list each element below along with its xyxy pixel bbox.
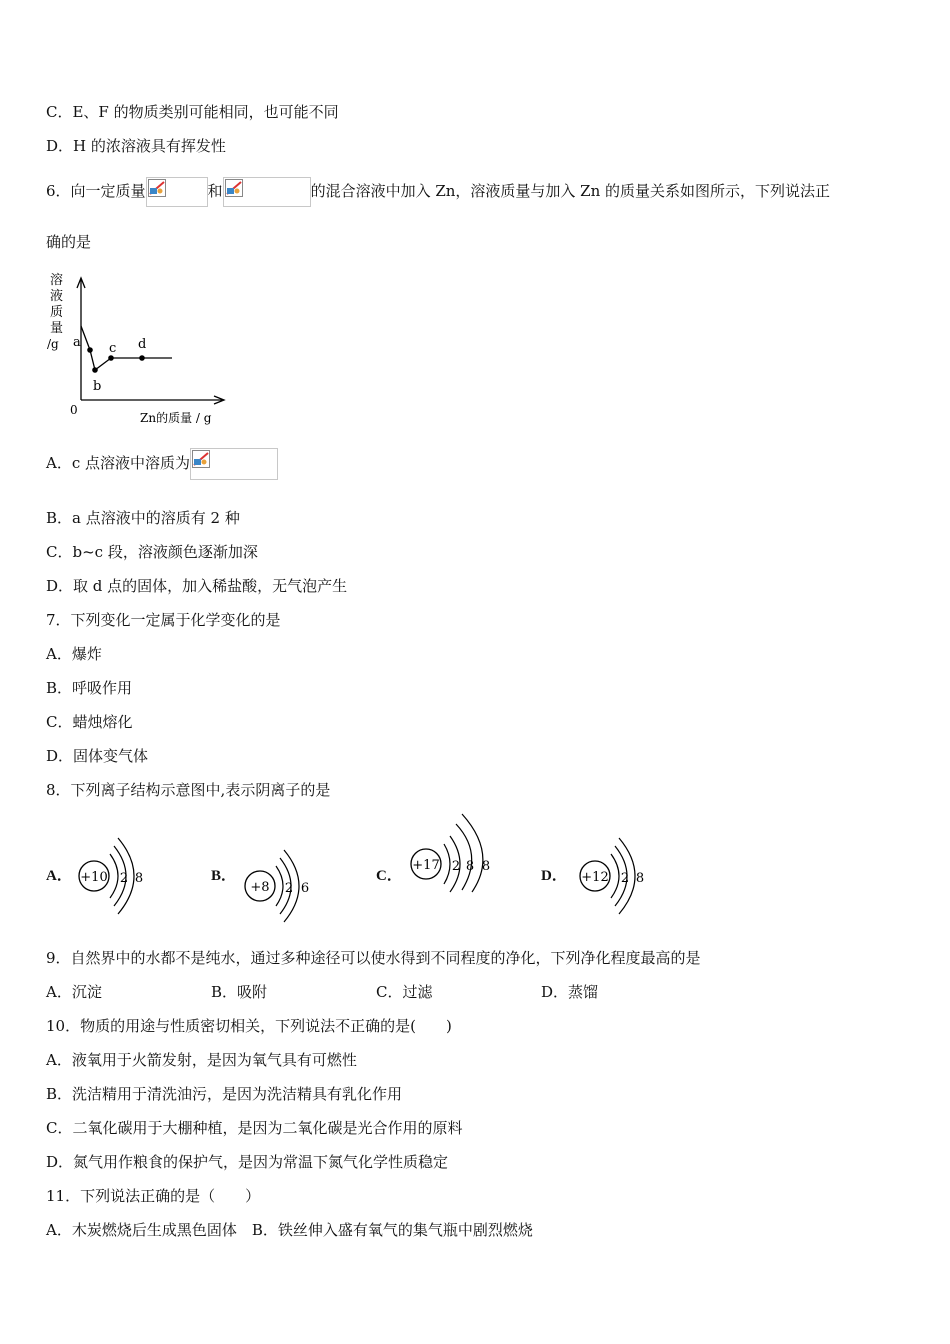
graph-curve (81, 326, 172, 370)
q6-option-c: C．b~c 段，溶液颜色逐渐加深 (46, 543, 258, 561)
q8-option-b-letter: B． (211, 868, 237, 884)
shell-electron-count: 2 (620, 871, 630, 886)
q10-stem: 10．物质的用途与性质密切相关，下列说法不正确的是( ) (46, 1017, 452, 1035)
q9-option-c: C．过滤 (376, 983, 433, 1001)
graph-point-b (92, 367, 98, 373)
q8-stem: 8．下列离子结构示意图中,表示阴离子的是 (46, 781, 331, 799)
graph-ylabel-char: 质 (50, 305, 64, 320)
q8-option-a-ion-diagram (74, 832, 154, 918)
nucleus-charge: +17 (412, 858, 440, 873)
graph-ylabel-char: 液 (50, 289, 64, 304)
q9-option-b: B．吸附 (211, 983, 268, 1001)
shell-electron-count: 8 (635, 871, 645, 886)
graph-xlabel: Zn的质量 / g (140, 411, 212, 425)
graph-origin-label: 0 (70, 403, 78, 417)
q6-option-d: D．取 d 点的固体，加入稀盐酸，无气泡产生 (46, 577, 348, 595)
q5-option-d: D．H 的浓溶液具有挥发性 (46, 137, 226, 155)
q8-option-c-ion-diagram (406, 810, 502, 894)
graph-ylabel-char: 溶 (50, 273, 64, 288)
shell-electron-count: 2 (284, 881, 294, 896)
nucleus-charge: +10 (80, 870, 108, 885)
graph-label-a: a (73, 335, 81, 350)
q6-solution-mass-graph (44, 268, 244, 433)
q9-option-a: A．沉淀 (46, 983, 102, 1001)
q8-option-a-letter: A． (46, 868, 72, 884)
graph-ylabel-char: 量 (50, 321, 64, 336)
shell-electron-count: 8 (134, 871, 144, 886)
q8-option-c-letter: C． (376, 868, 402, 884)
q8-option-d-letter: D． (541, 868, 567, 884)
q6-option-a (46, 446, 278, 480)
shell-electron-count: 2 (119, 871, 129, 886)
q7-option-b: B．呼吸作用 (46, 679, 133, 697)
graph-label-b: b (93, 379, 102, 394)
nucleus-charge: +12 (581, 870, 609, 885)
q8-option-d-ion-diagram (575, 832, 655, 918)
shell-electron-count: 8 (465, 859, 475, 874)
q8-option-b-ion-diagram (242, 846, 322, 924)
q11-stem: 11．下列说法正确的是（ ） (46, 1187, 261, 1205)
q7-option-c: C．蜡烛熔化 (46, 713, 133, 731)
graph-point-a (87, 347, 93, 353)
q6-stem-part-b: 和 (207, 182, 223, 200)
q6-stem-line2: 确的是 (46, 233, 92, 251)
graph-label-d: d (138, 337, 147, 352)
graph-point-c (108, 355, 114, 361)
q6-option-a-text: A．c 点溶液中溶质为 (46, 454, 191, 472)
q6-stem-part-c: 的混合溶液中加入 Zn，溶液质量与加入 Zn 的质量关系如图所示，下列说法正 (310, 182, 831, 200)
q10-option-d: D．氮气用作粮食的保护气，是因为常温下氮气化学性质稳定 (46, 1153, 449, 1171)
q6-option-b: B．a 点溶液中的溶质有 2 种 (46, 509, 240, 527)
broken-image-icon (190, 448, 278, 480)
q9-option-d: D．蒸馏 (541, 983, 599, 1001)
q10-option-a: A．液氧用于火箭发射，是因为氧气具有可燃性 (46, 1051, 357, 1069)
shell-electron-count: 8 (481, 859, 491, 874)
shell-electron-count: 2 (451, 859, 461, 874)
q10-option-c: C．二氧化碳用于大棚种植，是因为二氧化碳是光合作用的原料 (46, 1119, 463, 1137)
q9-stem: 9．自然界中的水都不是纯水，通过多种途径可以使水得到不同程度的净化，下列净化程度最高的是 (46, 949, 701, 967)
q7-option-d: D．固体变气体 (46, 747, 149, 765)
q5-option-c: C．E、F 的物质类别可能相同，也可能不同 (46, 103, 339, 121)
graph-ylabel-unit: /g (47, 337, 59, 351)
broken-image-icon (223, 177, 311, 207)
q11-options-ab: A．木炭燃烧后生成黑色固体 B．铁丝伸入盛有氧气的集气瓶中剧烈燃烧 (46, 1221, 533, 1239)
shell-electron-count: 6 (300, 881, 310, 896)
nucleus-charge: +8 (250, 880, 270, 895)
graph-label-c: c (109, 341, 117, 356)
q7-option-a: A．爆炸 (46, 645, 102, 663)
broken-image-icon (146, 177, 208, 207)
q7-stem: 7．下列变化一定属于化学变化的是 (46, 611, 281, 629)
graph-point-d (139, 355, 145, 361)
q6-stem-line1 (46, 168, 830, 214)
q6-stem-part-a: 6．向一定质量 (46, 182, 146, 200)
q10-option-b: B．洗洁精用于清洗油污，是因为洗洁精具有乳化作用 (46, 1085, 403, 1103)
